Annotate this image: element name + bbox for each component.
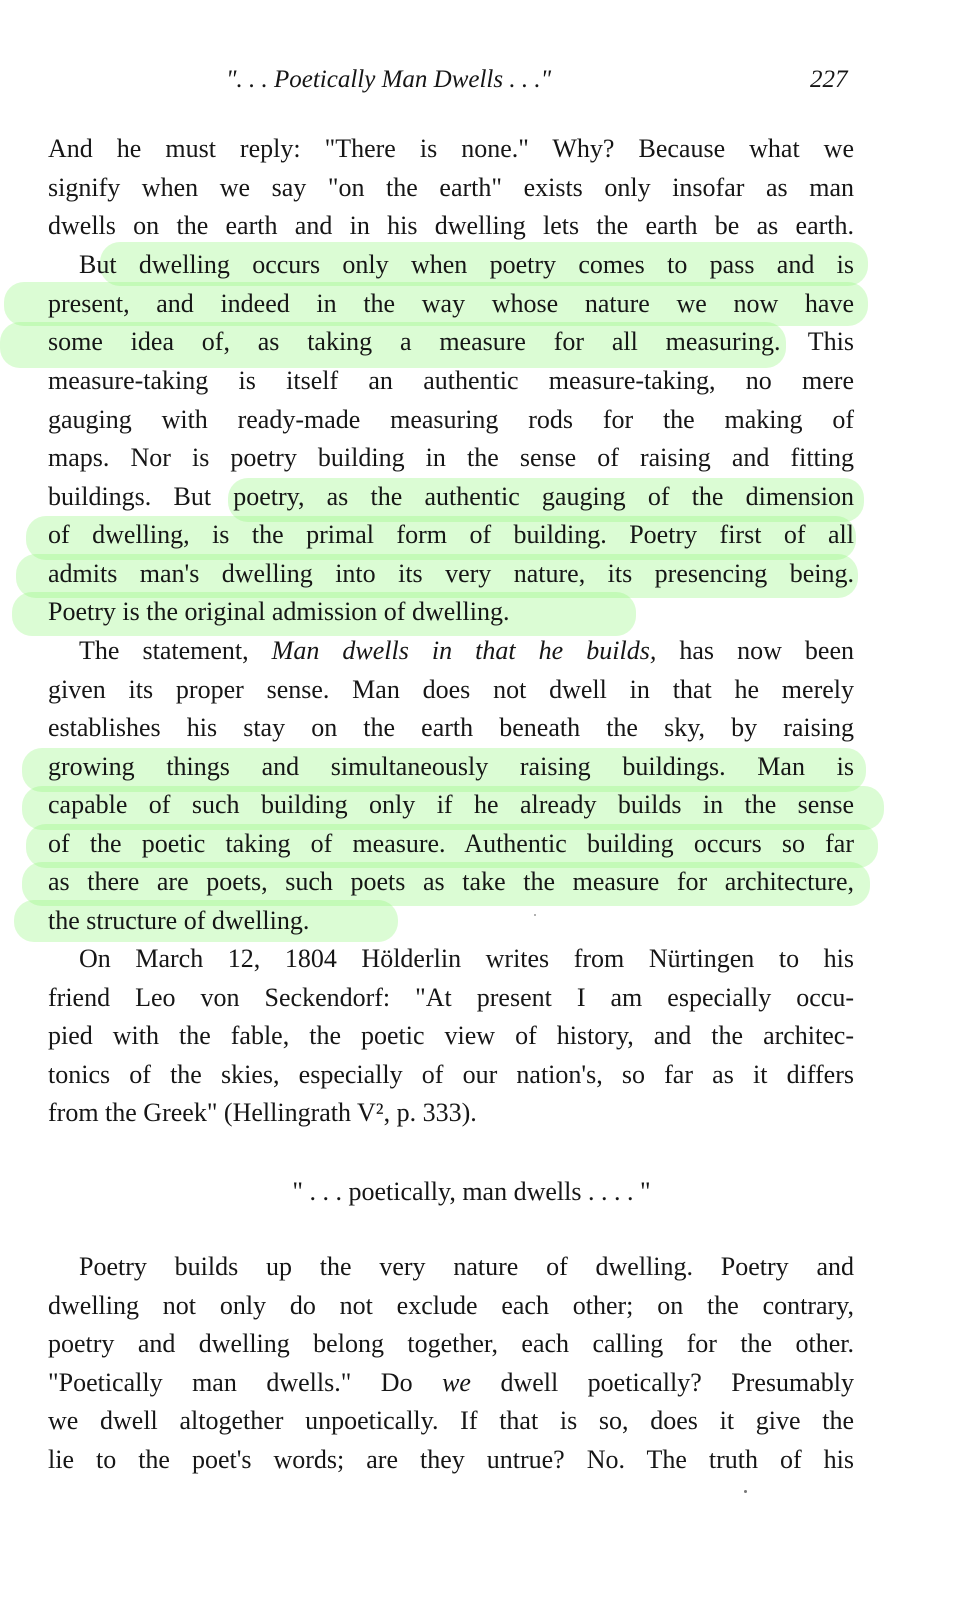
text-line: of dwelling, is the primal form of building. Poetry first of all	[48, 520, 854, 549]
text-line: as there are poets, such poets as take the measure for architecture,	[48, 867, 854, 896]
text-line: of the poetic taking of measure. Authentic building occurs so far	[48, 829, 854, 858]
text-line: from the Greek" (Hellingrath V², p. 333).	[48, 1098, 477, 1127]
text-line: pied with the fable, the poetic view of history, and the architec-	[48, 1021, 854, 1050]
text-line: measure-taking is itself an authentic measure-taking, no mere	[48, 366, 854, 395]
text-line: signify when we say "on the earth" exists only insofar as man	[48, 173, 854, 202]
section-heading-text: " . . . poetically, man dwells . . . . "	[292, 1177, 651, 1206]
text-run: "Poetically man dwells." Do	[48, 1368, 443, 1397]
page-number: 227	[810, 66, 848, 93]
text-line: poetry and dwelling belong together, each calling for the other.	[48, 1329, 854, 1358]
text-line: Poetry builds up the very nature of dwelling. Poetry and	[79, 1252, 854, 1281]
text-line: tonics of the skies, especially of our nation's, so far as it differs	[48, 1060, 854, 1089]
text-line: given its proper sense. Man does not dwell in that he merely	[48, 675, 854, 704]
text-line: lie to the poet's words; are they untrue? No. The truth of his	[48, 1445, 854, 1474]
section-heading	[0, 1172, 963, 1211]
text-line: And he must reply: "There is none." Why? Because what we	[48, 134, 854, 163]
text-line: gauging with ready-made measuring rods for the making of	[48, 405, 854, 434]
text-line: dwelling not only do not exclude each other; on the contrary,	[48, 1291, 854, 1320]
text-line: present, and indeed in the way whose nature we now have	[48, 289, 854, 318]
text-run: has now been	[656, 636, 855, 665]
running-header-title: ". . . Poetically Man Dwells . . ."	[226, 66, 552, 93]
italic-word: we	[442, 1368, 471, 1397]
text-line	[79, 631, 854, 670]
text-line	[48, 1363, 854, 1402]
text-line: maps. Nor is poetry building in the sense of raising and fitting	[48, 443, 854, 472]
text-line: some idea of, as taking a measure for all measuring. This	[48, 327, 854, 356]
text-line: establishes his stay on the earth beneath the sky, by raising	[48, 713, 854, 742]
text-line: On March 12, 1804 Hölderlin writes from Nürtingen to his	[79, 944, 854, 973]
text-line: capable of such building only if he already builds in the sense	[48, 790, 854, 819]
text-line: the structure of dwelling.	[48, 906, 310, 935]
text-line: friend Leo von Seckendorf: "At present I am especially occu-	[48, 983, 854, 1012]
text-line: admits man's dwelling into its very nature, its presencing being.	[48, 559, 854, 588]
text-run: dwell poetically? Presumably	[470, 1368, 854, 1397]
text-line: But dwelling occurs only when poetry comes to pass and is	[79, 250, 854, 279]
text-line: Poetry is the original admission of dwelling.	[48, 597, 510, 626]
speck-mark	[744, 1490, 747, 1493]
text-run: The statement,	[79, 636, 272, 665]
text-line: buildings. But poetry, as the authentic gauging of the dimension	[48, 482, 854, 511]
text-line: we dwell altogether unpoetically. If that is so, does it give the	[48, 1406, 854, 1435]
running-header	[0, 66, 963, 106]
text-line: growing things and simultaneously raising buildings. Man is	[48, 752, 854, 781]
text-line: dwells on the earth and in his dwelling lets the earth be as earth.	[48, 211, 854, 240]
italic-quote: Man dwells in that he builds,	[271, 636, 657, 665]
